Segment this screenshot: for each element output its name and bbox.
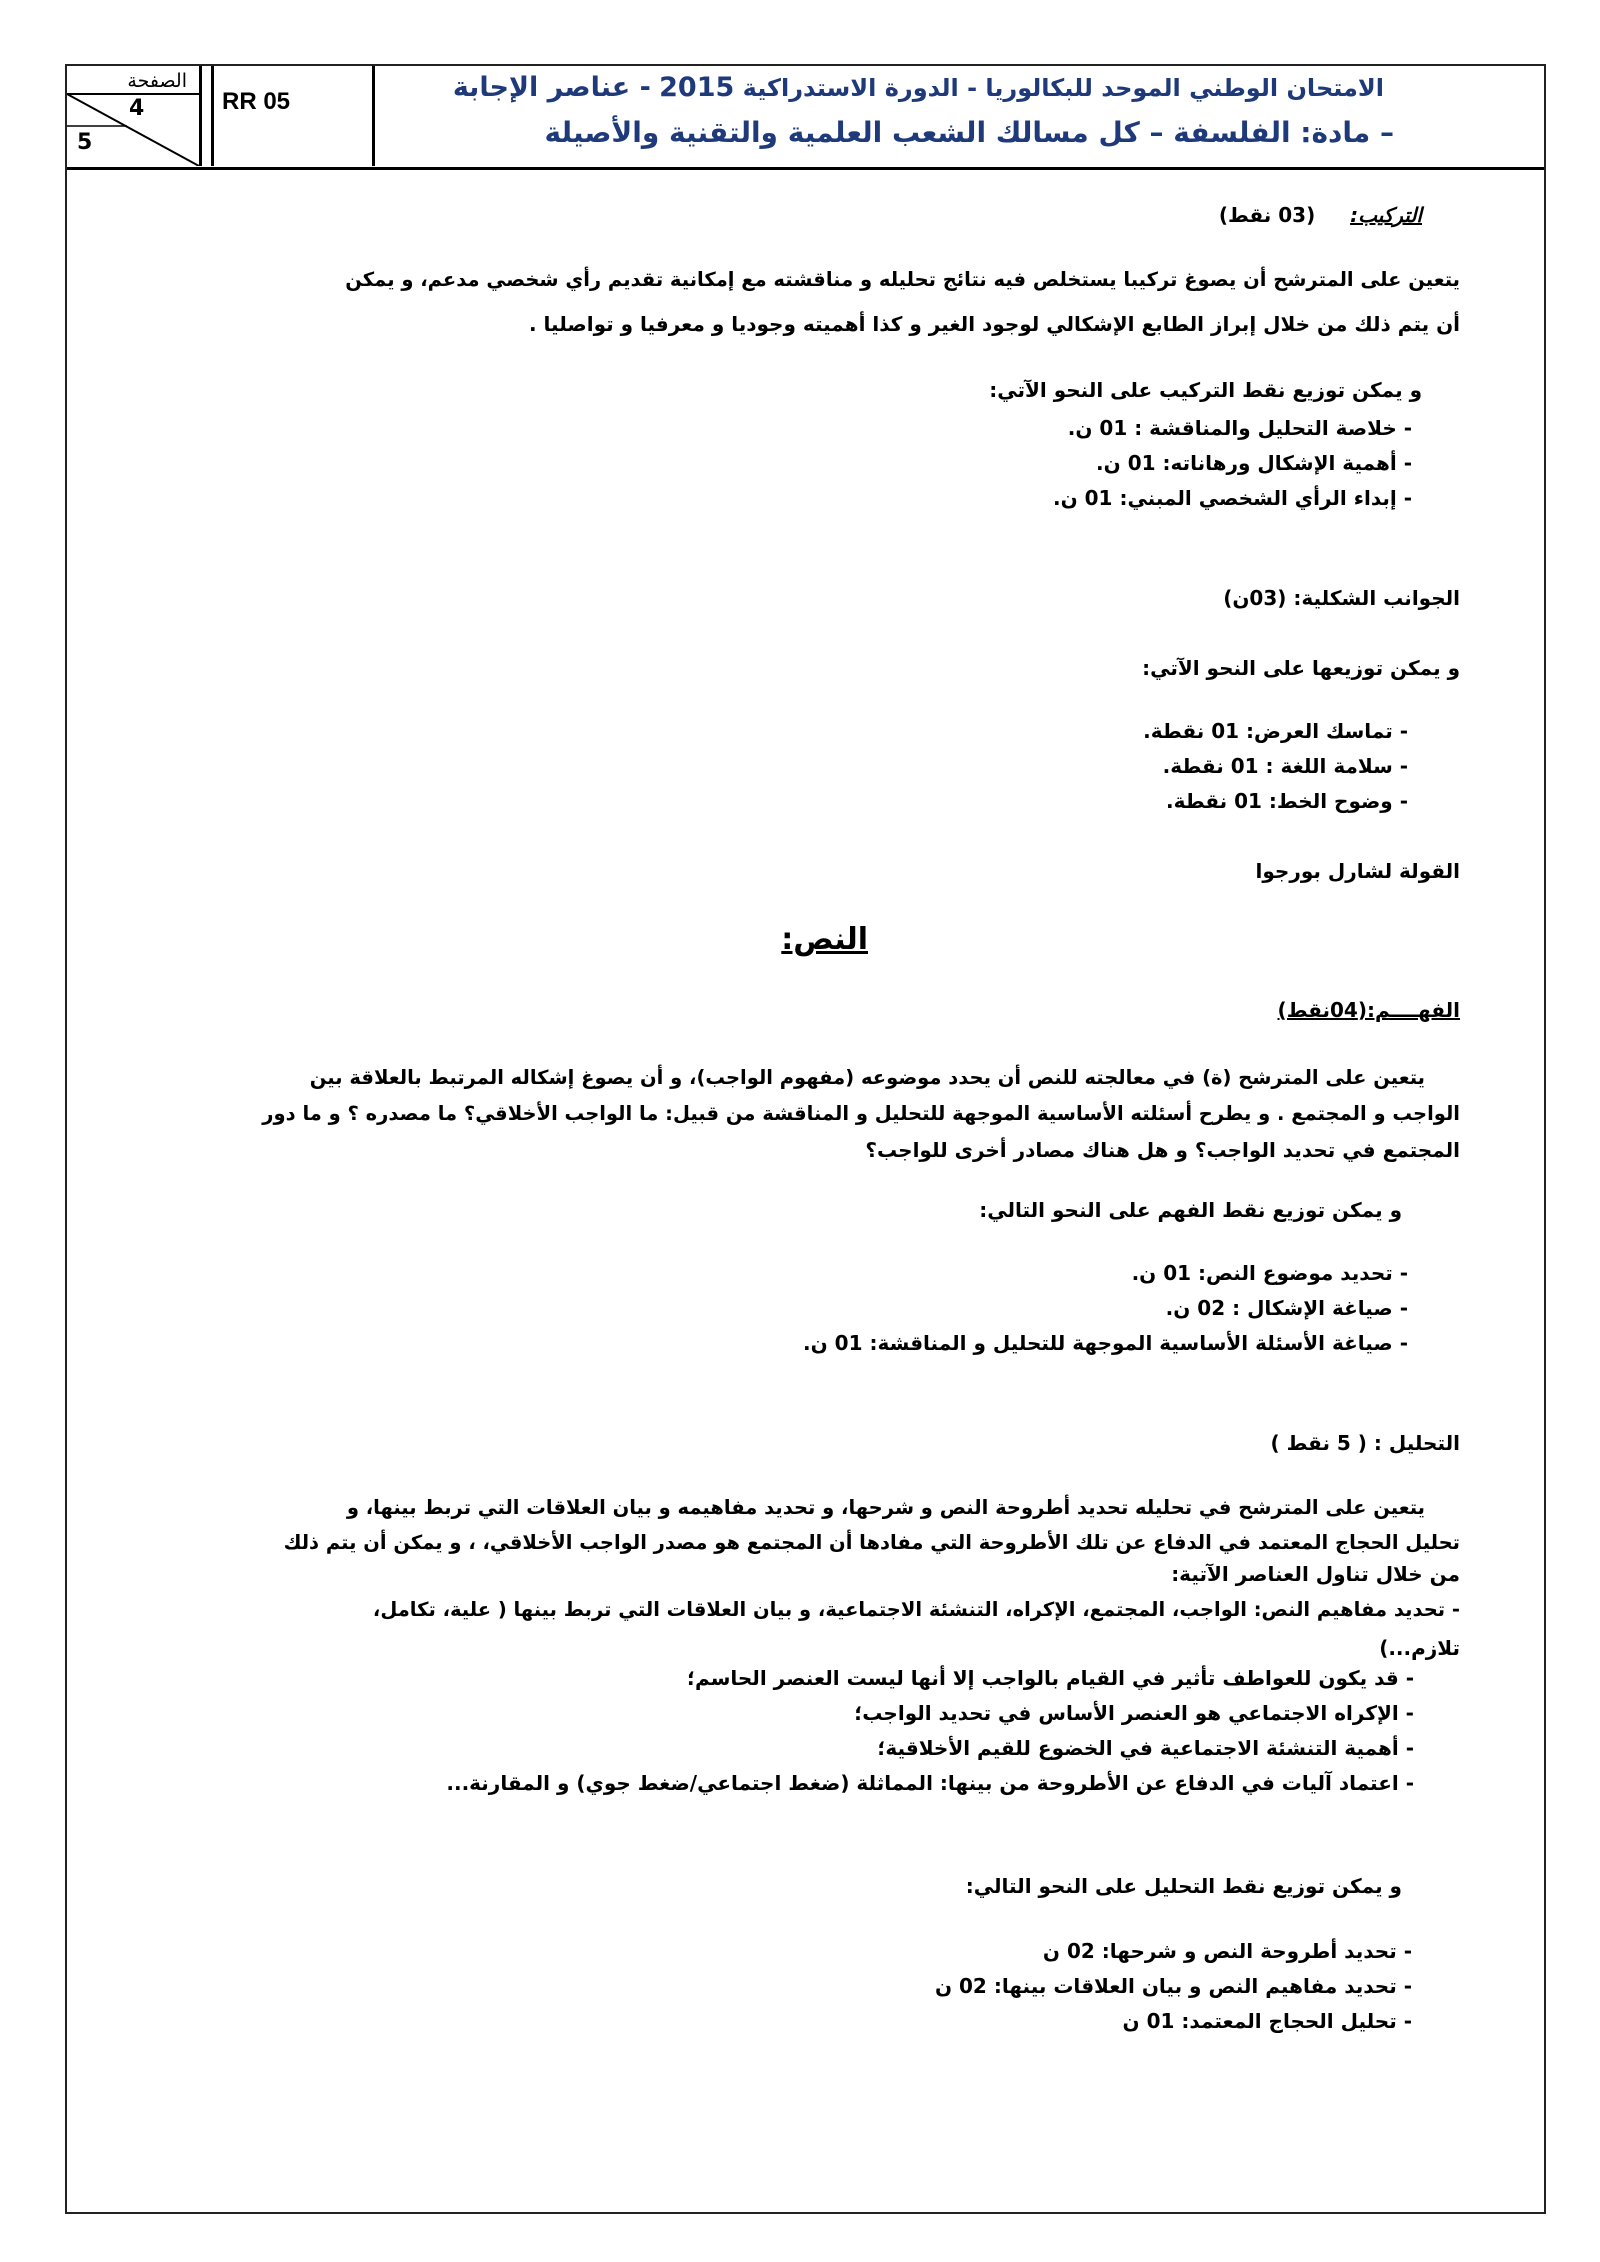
tahlil-paragraph-2: تحليل الحجاج المعتمد في الدفاع عن تلك الأطروحة التي مفادها أن المجتمع هو مصدر الواجب الأخلاقي، ، و يمكن أن يتم ذلك: [283, 1531, 1460, 1554]
title-prefix: الامتحان الوطني الموحد للبكالوريا - الدورة الاستدراكية: [742, 74, 1384, 102]
tarkib-item: - خلاصة التحليل والمناقشة : 01 ن.: [1067, 416, 1412, 440]
tarkib-item: - أهمية الإشكال ورهاناته: 01 ن.: [1096, 451, 1412, 475]
tahlil-bullet: - أهمية التنشئة الاجتماعية في الخضوع للقيم الأخلاقية؛: [877, 1736, 1414, 1760]
tarkib-heading: التركيب:: [1350, 203, 1422, 227]
tahlil-bullet: - قد يكون للعواطف تأثير في القيام بالواجب إلا أنها ليست العنصر الحاسم؛: [687, 1666, 1414, 1690]
fahm-paragraph-3: المجتمع في تحديد الواجب؟ و هل هناك مصادر أخرى للواجب؟: [865, 1138, 1460, 1162]
fahm-item: - صياغة الأسئلة الأساسية الموجهة للتحليل و المناقشة: 01 ن.: [803, 1331, 1408, 1355]
title-line-2: – مادة: الفلسفة – كل مسالك الشعب العلمية والتقنية والأصيلة: [544, 116, 1394, 149]
fahm-paragraph-1: يتعين على المترشح (ة) في معالجته للنص أن يحدد موضوعه (مفهوم الواجب)، و أن يصوغ إشكاله المرتبط بالعلاقة بين: [309, 1066, 1425, 1089]
title-year: 2015: [659, 72, 735, 103]
fahm-item: - صياغة الإشكال : 02 ن.: [1165, 1296, 1408, 1320]
tahlil-bullet: - اعتماد آليات في الدفاع عن الأطروحة من بينها: المماثلة (ضغط اجتماعي/ضغط جوي) و المقارنة...: [446, 1771, 1414, 1795]
formal-dist-intro: و يمكن توزيعها على النحو الآتي:: [1142, 656, 1460, 680]
formal-item: - وضوح الخط: 01 نقطة.: [1165, 789, 1408, 813]
tahlil-bullet: - الإكراه الاجتماعي هو العنصر الأساس في تحديد الواجب؛: [854, 1701, 1414, 1725]
page-total: 5: [77, 130, 93, 155]
tarkib-paragraph-2: أن يتم ذلك من خلال إبراز الطابع الإشكالي لوجود الغير و كذا أهميته وجوديا و معرفيا و تواصليا .: [528, 312, 1460, 336]
tahlil-paragraph-3: من خلال تناول العناصر الآتية:: [1171, 1562, 1460, 1586]
tahlil-paragraph-1: يتعين على المترشح في تحليله تحديد أطروحة النص و شرحها، و تحديد مفاهيمه و بيان العلاقات التي تربط بينها، و: [346, 1496, 1425, 1519]
tarkib-points: (03 نقط): [1218, 203, 1316, 227]
tahlil-item: - تحليل الحجاج المعتمد: 01 ن: [1122, 2009, 1412, 2033]
quote-attribution: القولة لشارل بورجوا: [1255, 859, 1460, 883]
page-label: الصفحة: [127, 70, 187, 92]
title-suffix: - عناصر الإجابة: [452, 72, 651, 103]
text-section-title: النص:: [781, 922, 868, 957]
tarkib-heading-line: [1219, 203, 1422, 227]
exam-code: RR 05: [222, 88, 291, 115]
formal-item: - تماسك العرض: 01 نقطة.: [1143, 719, 1408, 743]
formal-item: - سلامة اللغة : 01 نقطة.: [1162, 754, 1408, 778]
tahlil-item: - تحديد مفاهيم النص و بيان العلاقات بينها: 02 ن: [934, 1974, 1412, 1998]
page-current: 4: [129, 96, 145, 121]
tahlil-dist-intro: و يمكن توزيع نقط التحليل على النحو التالي:: [965, 1874, 1402, 1898]
fahm-dist-intro: و يمكن توزيع نقط الفهم على النحو التالي:: [979, 1198, 1402, 1222]
tahlil-heading: التحليل : ( 5 نقط ): [1270, 1431, 1460, 1455]
formal-heading: الجوانب الشكلية: (03ن): [1223, 586, 1460, 610]
fahm-item: - تحديد موضوع النص: 01 ن.: [1131, 1261, 1408, 1285]
tahlil-item: - تحديد أطروحة النص و شرحها: 02 ن: [1042, 1939, 1412, 1963]
tahlil-concepts-cont: تلازم...): [1379, 1636, 1460, 1660]
tarkib-item: - إبداء الرأي الشخصي المبني: 01 ن.: [1053, 486, 1412, 510]
fahm-heading: الفهــــم:(04نقط): [1277, 998, 1460, 1022]
tarkib-dist-intro: و يمكن توزيع نقط التركيب على النحو الآتي:: [989, 378, 1422, 402]
tahlil-concepts-line: - تحديد مفاهيم النص: الواجب، المجتمع، الإكراه، التنشئة الاجتماعية، و بيان العلاقات التي تربط بينها ( علية، تكامل،: [372, 1598, 1460, 1621]
tarkib-paragraph-1: يتعين على المترشح أن يصوغ تركيبا يستخلص فيه نتائج تحليله و مناقشته مع إمكانية تقديم رأي شخصي مدعم، و يمكن: [345, 268, 1460, 291]
fahm-paragraph-2: الواجب و المجتمع . و يطرح أسئلته الأساسية الموجهة للتحليل و المناقشة من قبيل: ما الواجب الأخلاقي؟ ما مصدره ؟ و ما دور: [262, 1102, 1460, 1125]
